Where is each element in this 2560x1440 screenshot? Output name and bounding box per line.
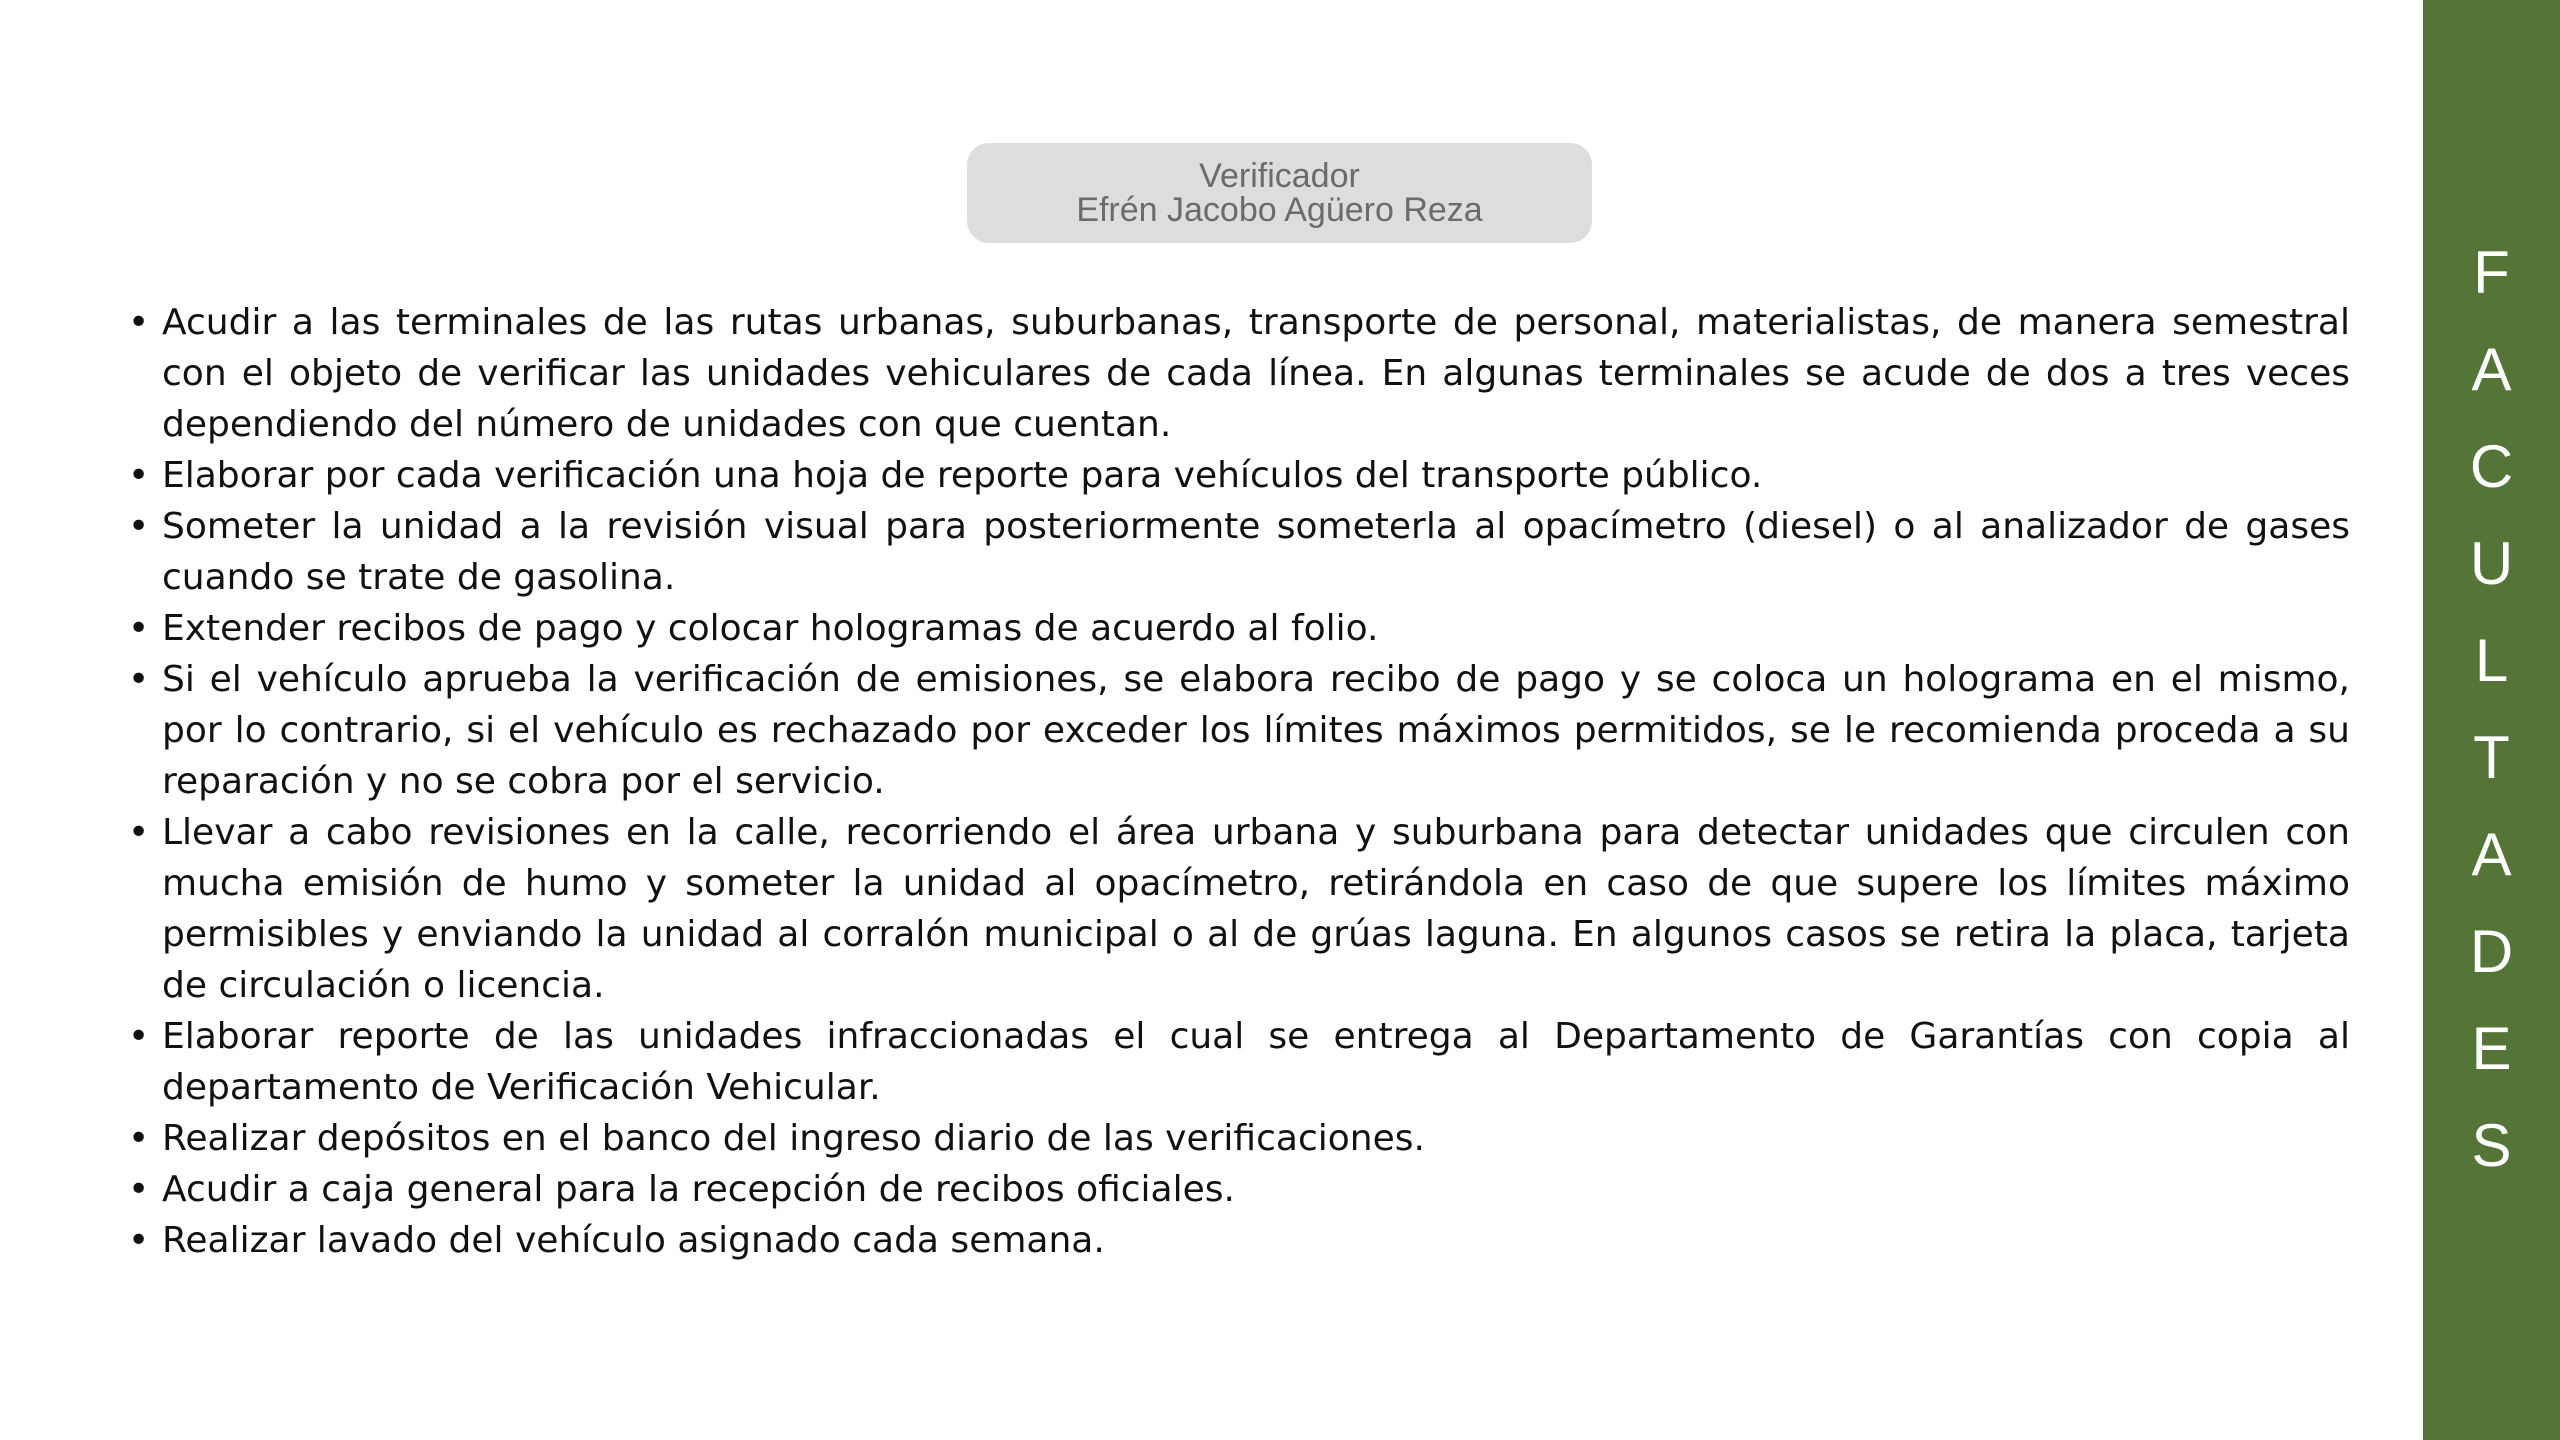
role-title: Verificador: [1199, 157, 1360, 195]
sidebar-letter: E: [2471, 1015, 2512, 1082]
duty-text: Si el vehículo aprueba la verificación de emisiones, se elabora recibo de pago y se coloca un holograma en el mismo, por lo contrario, si el vehículo es rechazado por exceder los límites máximos permitidos, se le recomienda proceda a su reparación y no se cobra por el servicio.: [162, 659, 2350, 802]
duty-item: [128, 1113, 2350, 1164]
duty-item: [128, 807, 2350, 1011]
duty-text: Realizar depósitos en el banco del ingreso diario de las verificaciones.: [162, 1118, 1425, 1159]
duty-item: [128, 450, 2350, 501]
role-header-box: [967, 143, 1592, 243]
bullet-icon: •: [128, 506, 150, 547]
duty-text: Someter la unidad a la revisión visual para posteriormente someterla al opacímetro (diesel) o al analizador de gases cuando se trate de gasolina.: [162, 506, 2350, 598]
duty-text: Acudir a caja general para la recepción de recibos oficiales.: [162, 1169, 1235, 1210]
bullet-icon: •: [128, 812, 150, 853]
duty-item: [128, 603, 2350, 654]
sidebar-letter: D: [2469, 918, 2514, 985]
duty-text: Acudir a las terminales de las rutas urbanas, suburbanas, transporte de personal, materialistas, de manera semestral con el objeto de verificar las unidades vehiculares de cada línea. En algunas terminales se acude de dos a tres veces dependiendo del número de unidades con que cuentan.: [162, 302, 2350, 445]
sidebar-letter: L: [2474, 627, 2509, 694]
duty-item: [128, 501, 2350, 603]
sidebar-letter: A: [2471, 336, 2512, 403]
duty-text: Elaborar por cada verificación una hoja de reporte para vehículos del transporte público.: [162, 455, 1763, 496]
section-sidebar: [2423, 0, 2560, 1440]
sidebar-letter: U: [2469, 530, 2514, 597]
bullet-icon: •: [128, 1118, 150, 1159]
bullet-icon: •: [128, 608, 150, 649]
sidebar-letter: S: [2471, 1112, 2512, 1179]
bullet-icon: •: [128, 1169, 150, 1210]
duty-item: [128, 654, 2350, 807]
duty-text: Extender recibos de pago y colocar hologramas de acuerdo al folio.: [162, 608, 1379, 649]
bullet-icon: •: [128, 455, 150, 496]
duty-item: [128, 1011, 2350, 1113]
sidebar-letter: T: [2473, 724, 2510, 791]
sidebar-letter: C: [2469, 433, 2514, 500]
duty-text: Llevar a cabo revisiones en la calle, recorriendo el área urbana y suburbana para detectar unidades que circulen con mucha emisión de humo y someter la unidad al opacímetro, retirándola en caso de que supere los límites máximo permisibles y enviando la unidad al corralón municipal o al de grúas laguna. En algunos casos se retira la placa, tarjeta de circulación o licencia.: [162, 812, 2350, 1006]
sidebar-vertical-title: [2423, 224, 2560, 1194]
bullet-icon: •: [128, 659, 150, 700]
sidebar-letter: A: [2471, 821, 2512, 888]
duty-item: [128, 297, 2350, 450]
bullet-icon: •: [128, 1220, 150, 1261]
bullet-icon: •: [128, 302, 150, 343]
person-name: Efrén Jacobo Agüero Reza: [1076, 191, 1483, 229]
bullet-icon: •: [128, 1016, 150, 1057]
duty-text: Elaborar reporte de las unidades infraccionadas el cual se entrega al Departamento de Garantías con copia al departamento de Verificación Vehicular.: [162, 1016, 2350, 1108]
duties-list: [128, 297, 2350, 1266]
duty-text: Realizar lavado del vehículo asignado cada semana.: [162, 1220, 1105, 1261]
sidebar-letter: F: [2473, 239, 2510, 306]
duty-item: [128, 1215, 2350, 1266]
duty-item: [128, 1164, 2350, 1215]
